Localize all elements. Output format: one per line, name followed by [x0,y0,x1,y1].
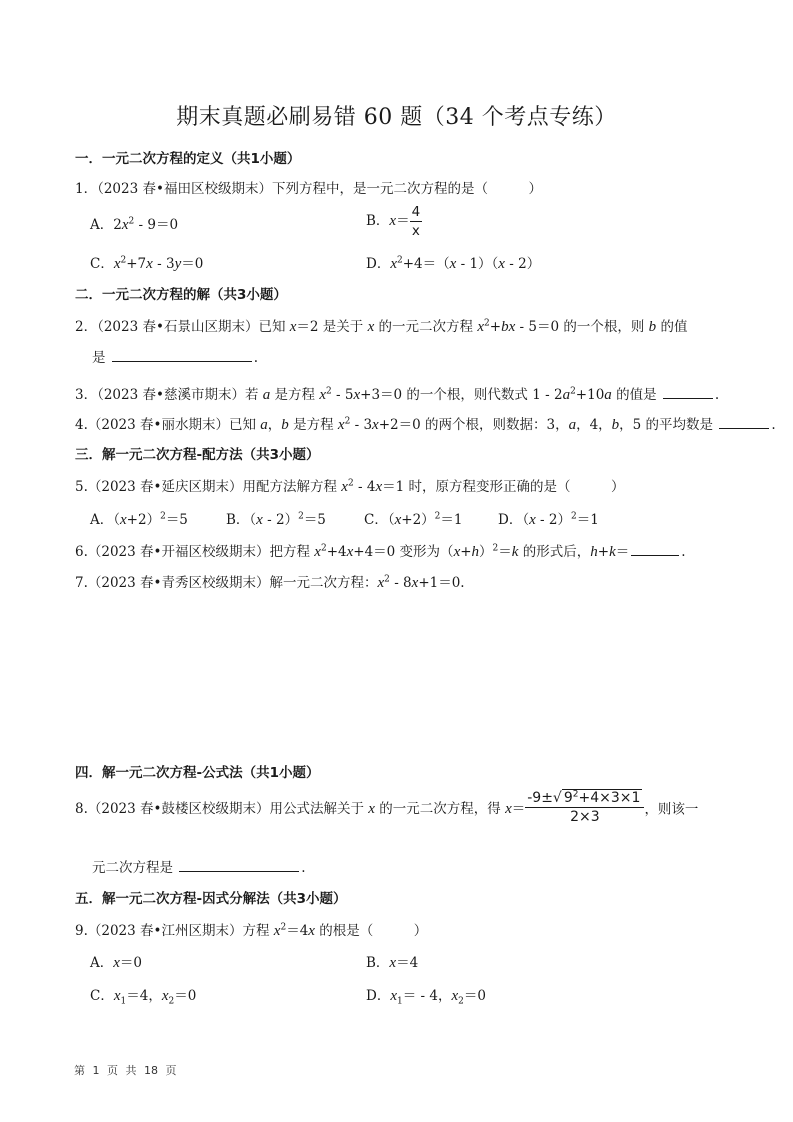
page-title: 期末真题必刷易错 60 题（34 个考点专练） [176,105,617,130]
answer-blank[interactable] [663,386,713,399]
fraction: $\frac{4}{x}$ [411,204,421,239]
answer-blank[interactable] [179,859,299,872]
section-heading-5: 五．解一元二次方程-因式分解法（共3小题） [75,891,347,907]
question-9-option-b: B．x＝4 [366,955,419,971]
section-heading-1: 一．一元二次方程的定义（共1小题） [75,151,301,167]
section-heading-4: 四．解一元二次方程-公式法（共1小题） [75,765,320,781]
section-heading-2: 二．一元二次方程的解（共3小题） [75,287,287,303]
quadratic-formula-fraction: $\frac{-9\pm√ 9^2+4\times 3\times 1}{2\times 3}$ [525,790,644,825]
question-1-stem: 1．（2023 春•福田区校级期末）下列方程中，是一元二次方程的是（ ） [75,181,542,197]
question-1-option-d: D．$x^2+4=(x - 1)(x - 2)$ [366,255,541,272]
answer-blank[interactable] [631,543,679,556]
question-3-stem: 3．（2023 春•慈溪市期末）若 a 是方程 $x^2 - 5x+3=0$ 的一个根，则代数式 $1 - 2a^2+10a$ 的值是 . [75,386,720,403]
question-8-stem: 8.（2023 春•鼓楼区校级期末）用公式法解关于 x 的一元二次方程，得 x＝ $\frac{-9\pm√ 9^2+4\times 3\times 1}{2\times 3}$ ，则该一 [75,789,699,825]
question-5-stem: 5.（2023 春•延庆区期末）用配方法解方程 $x^2 - 4x=1$ 时，原方程变形正确的是（ ） [75,478,625,495]
question-9-option-a: A．x＝0 [90,955,143,971]
page-footer: 第 1 页 共 18 页 [74,1064,177,1077]
question-5-option-d: D．（x - 2）$^2$＝1 [498,511,599,528]
question-9-stem: 9.（2023 春•江州区期末）方程 $x^2=4x$ 的根是（ ） [75,922,428,939]
section-heading-3: 三．解一元二次方程-配方法（共3小题） [75,447,320,463]
answer-blank[interactable] [719,416,769,429]
question-2-line2: 是 . [92,350,259,366]
question-1-option-c: C．$x^2+7x - 3y=0$ [90,255,204,272]
question-5-option-c: C．$(x+2)^2=1$ [364,511,463,528]
question-9-option-c: C．$x_1=4$，$x_2=0$ [90,988,197,1007]
answer-blank[interactable] [112,349,252,362]
question-7-stem: 7.（2023 春•青秀区校级期末）解一元二次方程：$x^2 - 8x+1=0$. [75,574,465,591]
question-1-option-b: B．x＝ $\frac{4}{x}$ [366,204,421,239]
question-5-option-b: B．（x - 2）$^2$＝5 [226,511,326,528]
question-4-stem: 4.（2023 春•丽水期末）已知 a，b 是方程 $x^2 - 3x+2=0$ 的两个根，则数据：3，a，4，b，5 的平均数是 . [75,416,776,433]
question-5-option-a: A．$(x+2)^2=5$ [90,511,188,528]
question-2-stem: 2．（2023 春•石景山区期末）已知 x＝2 是关于 x 的一元二次方程 $x^2+bx - 5=0$ 的一个根，则 b 的值 [75,318,688,335]
question-9-option-d: D．$x_1= - 4$，$x_2=0$ [366,988,486,1007]
question-6-stem: 6.（2023 春•开福区校级期末）把方程 $x^2+4x+4=0$ 变形为$(x+h)^2=k$ 的形式后，h+k＝ . [75,543,686,560]
question-8-line2: 元二次方程是 . [92,860,306,876]
question-1-option-a: A．$2x^2 - 9=0$ [90,216,179,233]
